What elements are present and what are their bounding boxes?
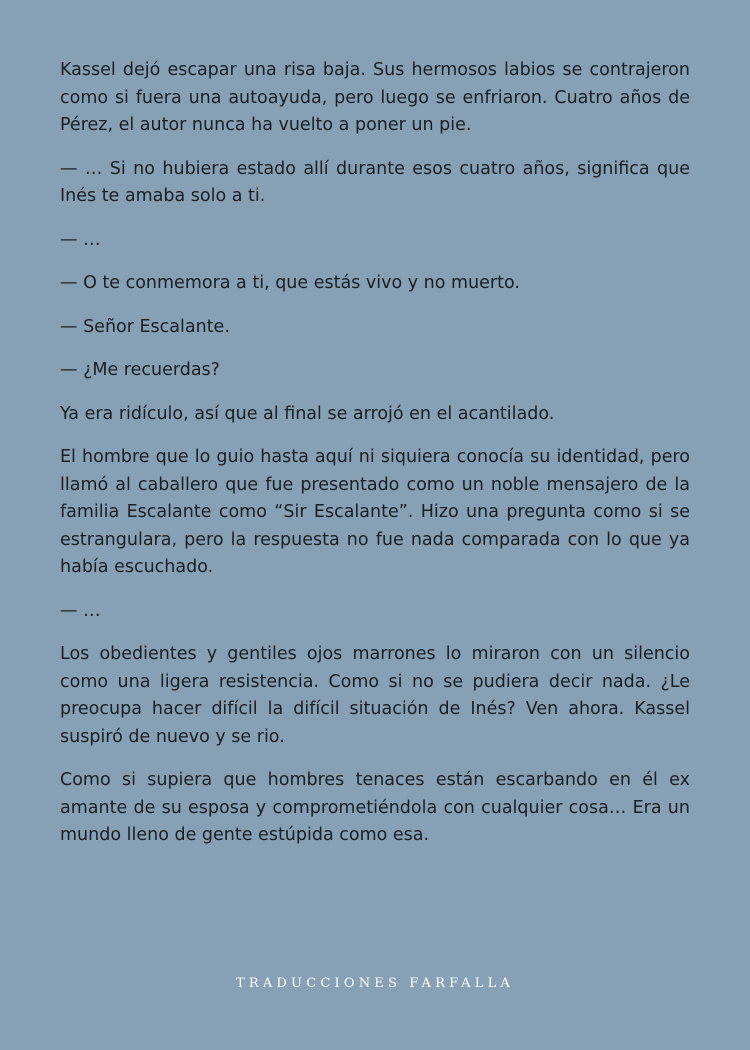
paragraph: Kassel dejó escapar una risa baja. Sus hermosos labios se contrajeron como si fuera una autoayuda, pero luego se enfriaron. Cuatro años de Pérez, el autor nunca ha vuelto a poner un pie.: [60, 60, 690, 135]
paragraph: — …: [60, 600, 101, 621]
paragraph: — …: [60, 229, 101, 250]
paragraph: — Señor Escalante.: [60, 316, 230, 337]
paragraph: Como si supiera que hombres tenaces están escarbando en él ex amante de su esposa y comprometiéndola con cualquier cosa… Era un mundo lleno de gente estúpida como esa.: [60, 770, 690, 845]
paragraph: — O te conmemora a ti, que estás vivo y no muerto.: [60, 273, 520, 293]
paragraph: Ya era ridículo, así que al final se arrojó en el acantilado.: [60, 403, 555, 424]
footer-credit: TRADUCCIONES FARFALLA: [235, 976, 514, 991]
paragraph: Los obedientes y gentiles ojos marrones lo miraron con un silencio como una ligera resistencia. Como si no se pudiera decir nada. ¿Le preocupa hacer difícil la difícil situación de Inés? Ven ahora. Kassel suspiró de nuevo y se rio.: [60, 644, 690, 747]
paragraph: — … Si no hubiera estado allí durante esos cuatro años, significa que Inés te amaba solo a ti.: [60, 158, 690, 206]
page-body: [60, 57, 690, 866]
paragraph: El hombre que lo guio hasta aquí ni siquiera conocía su identidad, pero llamó al caballero que fue presentado como un noble mensajero de la familia Escalante como “Sir Escalante”. Hizo una pregunta como si se estrangulara, pero la respuesta no fue nada comparada con lo que ya había escuchado.: [60, 447, 690, 577]
paragraph: — ¿Me recuerdas?: [60, 360, 220, 380]
